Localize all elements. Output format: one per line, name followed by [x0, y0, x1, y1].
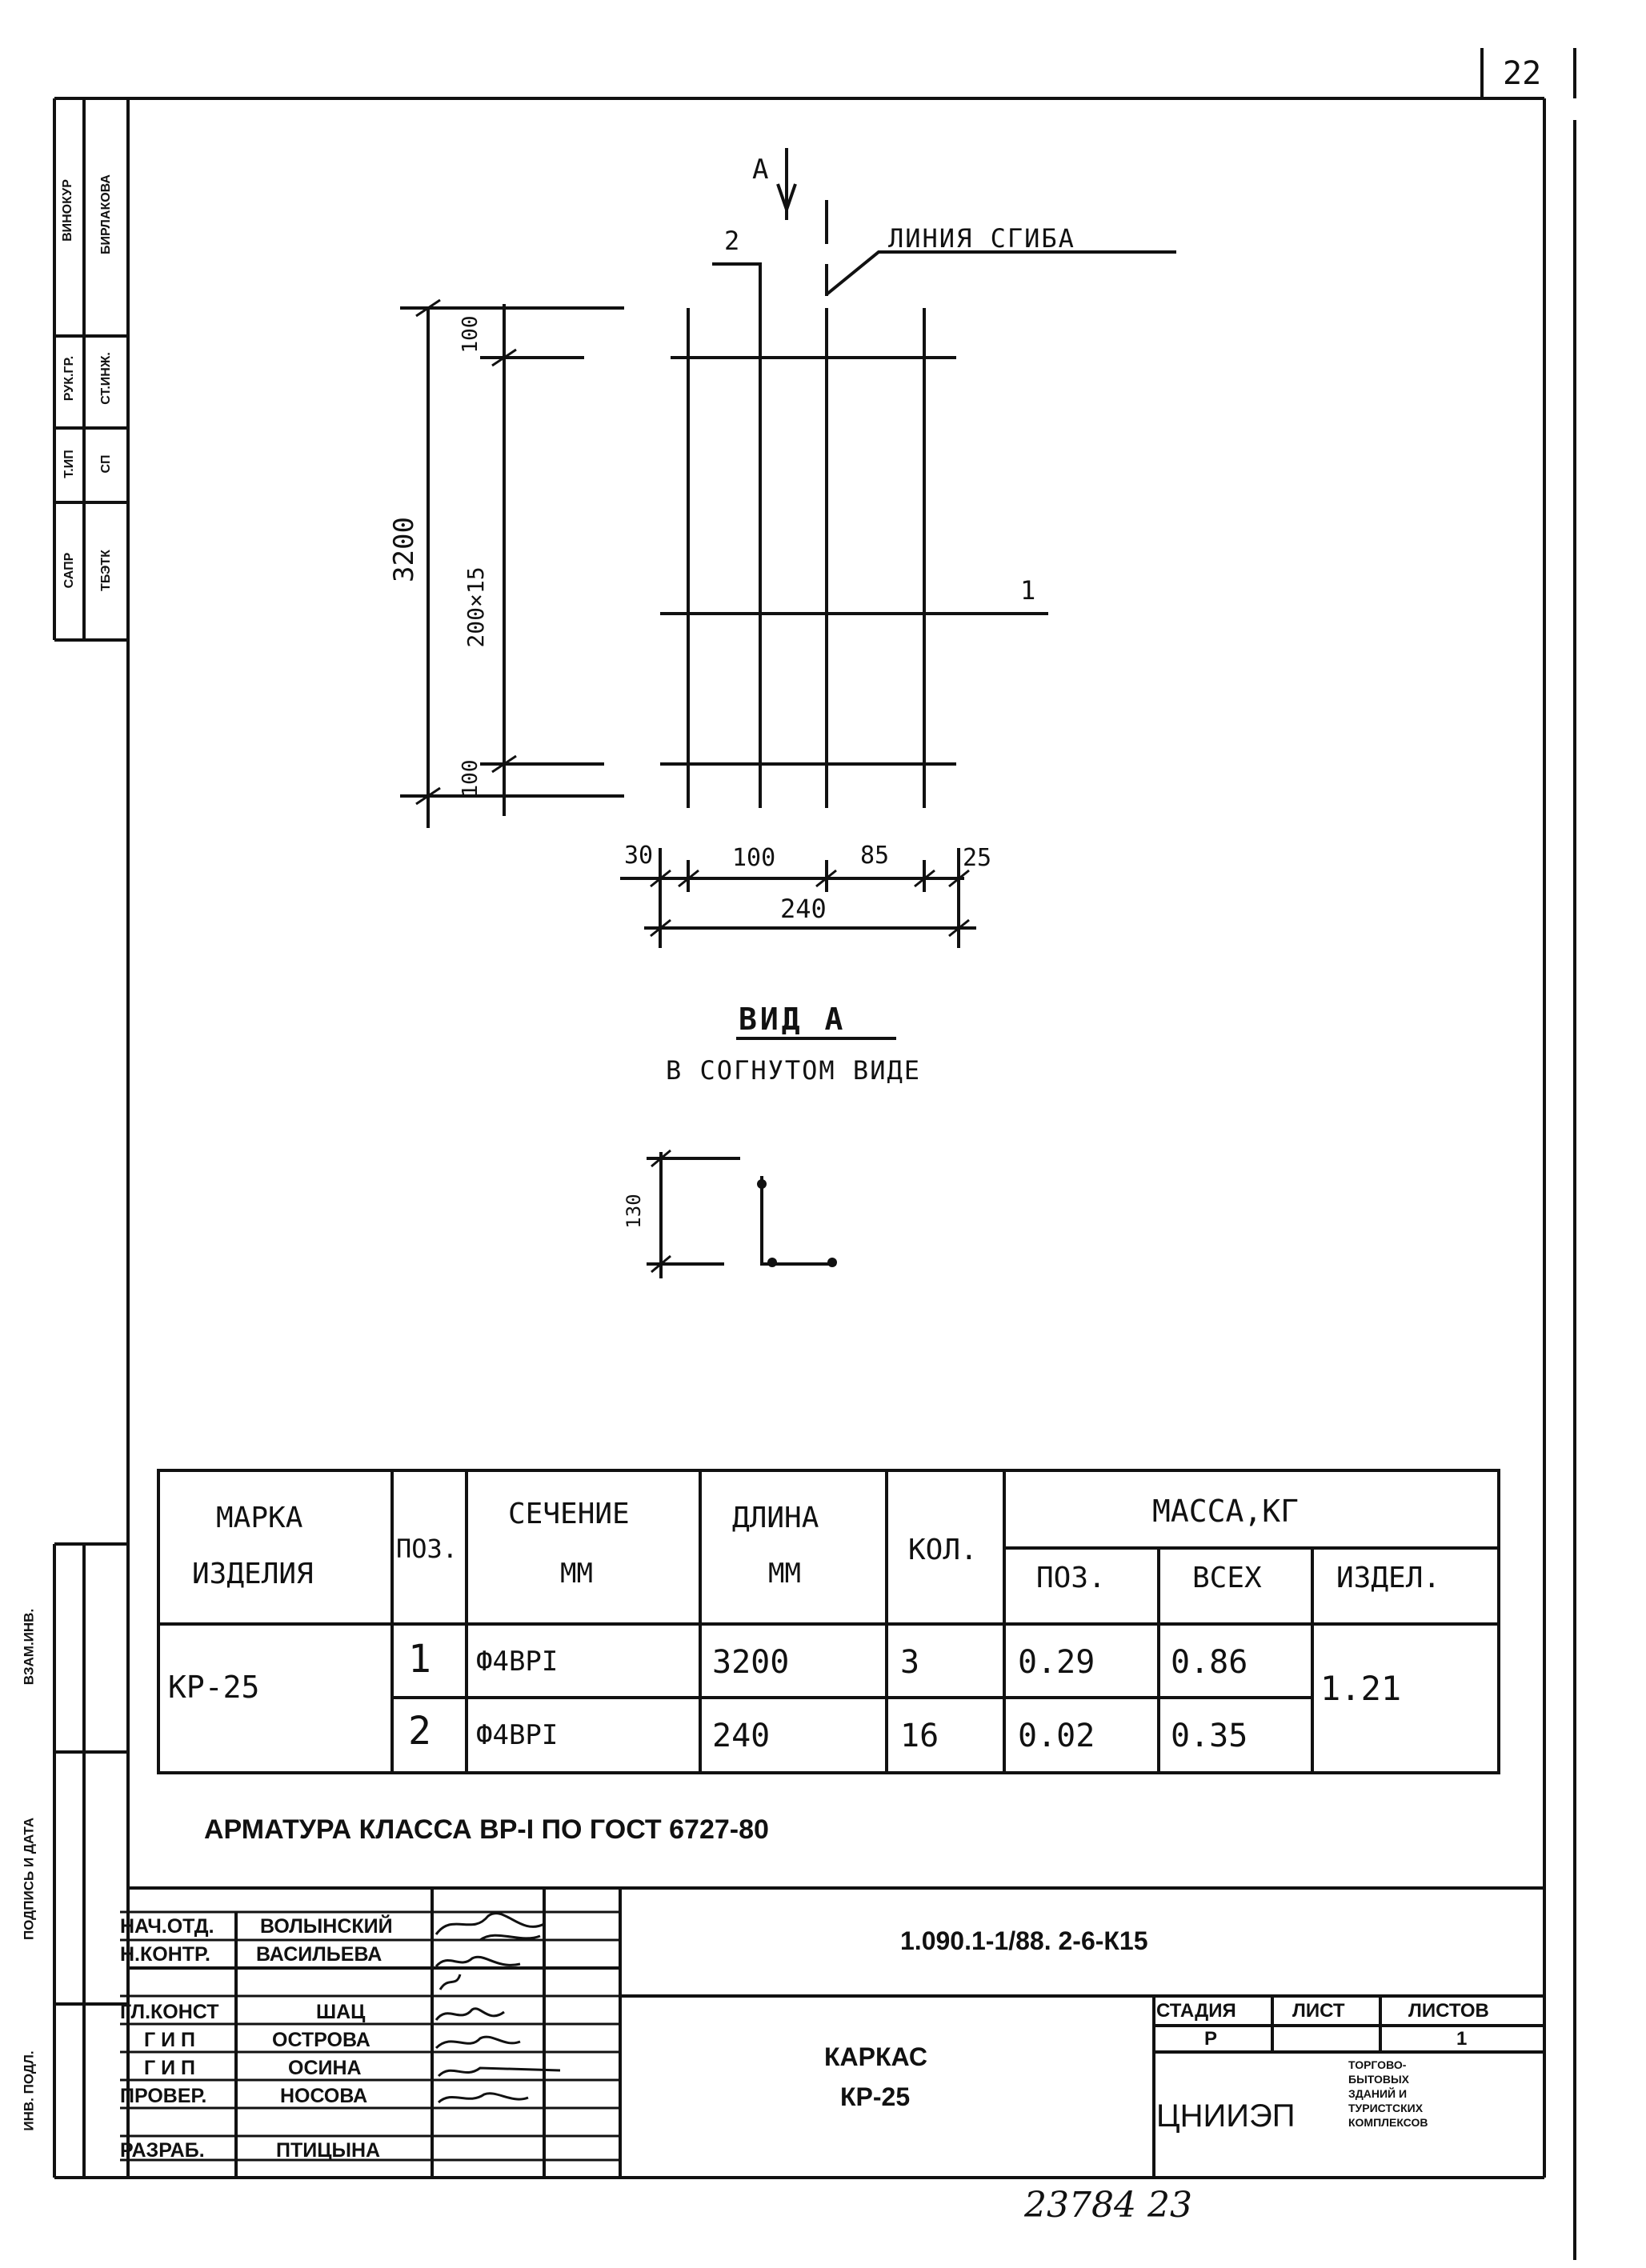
- header-pos: ПОЗ.: [396, 1534, 459, 1564]
- stamp-cell: БИРЛАКОВА: [99, 174, 113, 254]
- product-name: КАРКАС: [824, 2042, 927, 2071]
- header-mass-item: ИЗДЕЛ.: [1336, 1562, 1441, 1594]
- cell-pos: 2: [408, 1709, 431, 1754]
- position-1-label: 1: [1020, 575, 1036, 606]
- dim-85: 85: [860, 842, 890, 870]
- cell-mass-all: 0.35: [1171, 1718, 1248, 1754]
- header-mass-pos: ПОЗ.: [1036, 1562, 1106, 1594]
- header-mark-1: МАРКА: [216, 1502, 303, 1534]
- stage-value: Р: [1204, 2028, 1218, 2050]
- cell-item-mass: 1.21: [1320, 1669, 1402, 1708]
- organization: ЦНИИЭП: [1156, 2098, 1296, 2134]
- dim-240: 240: [780, 894, 827, 924]
- cell-length: 3200: [712, 1644, 790, 1681]
- dim-30: 30: [624, 842, 654, 870]
- view-marker: А: [752, 154, 769, 186]
- stamp-cell: Т.ИП: [62, 450, 76, 478]
- cell-mass-pos: 0.29: [1018, 1644, 1095, 1681]
- stamp-cell: ТБЭТК: [99, 550, 113, 591]
- org-desc-line: ТУРИСТСКИХ: [1348, 2102, 1424, 2114]
- cell-qty: 3: [900, 1644, 920, 1681]
- header-mass: МАССА,КГ: [1152, 1494, 1300, 1529]
- header-section-1: СЕЧЕНИЕ: [508, 1498, 630, 1530]
- org-desc-line: БЫТОВЫХ: [1348, 2073, 1410, 2086]
- stamp-cell: ПОДПИСЬ И ДАТА: [21, 1817, 37, 1941]
- product-mark: КР-25: [840, 2082, 911, 2111]
- header-mark-2: ИЗДЕЛИЯ: [192, 1558, 314, 1590]
- dim-middle: 200×15: [463, 566, 489, 648]
- name-cell: ВАСИЛЬЕВА: [256, 1943, 382, 1966]
- role-cell: Г И П: [144, 2057, 196, 2079]
- dim-total-height: 3200: [388, 517, 420, 582]
- role-cell: НАЧ.ОТД.: [120, 1915, 214, 1938]
- sheet-label: ЛИСТ: [1292, 2000, 1345, 2022]
- role-cell: Г И П: [144, 2029, 196, 2051]
- header-length-2: ММ: [768, 1558, 801, 1590]
- cell-mass-all: 0.86: [1171, 1644, 1248, 1681]
- header-length-1: ДЛИНА: [732, 1502, 819, 1534]
- signature-scribbles: [436, 1914, 560, 2102]
- cell-section: Ф4ВРI: [476, 1719, 559, 1751]
- stamp-cell: ИНВ. ПОДЛ.: [21, 2050, 37, 2131]
- name-cell: ОСИНА: [288, 2057, 362, 2079]
- reinforcement-note: АРМАТУРА КЛАССА ВР-I ПО ГОСТ 6727-80: [204, 1814, 769, 1845]
- archive-number: 23784 23: [1024, 2185, 1192, 2226]
- cell-length: 240: [712, 1718, 771, 1754]
- stamp-cell: САПР: [62, 552, 76, 589]
- name-cell: ОСТРОВА: [272, 2029, 370, 2051]
- role-cell: ГЛ.КОНСТ: [120, 2001, 219, 2023]
- position-2-label: 2: [724, 226, 740, 256]
- role-cell: Н.КОНТР.: [120, 1943, 210, 1966]
- role-cell: РАЗРАБ.: [120, 2139, 205, 2162]
- name-cell: НОСОВА: [280, 2085, 368, 2107]
- cell-mass-pos: 0.02: [1018, 1718, 1095, 1754]
- cell-qty: 16: [900, 1718, 939, 1754]
- org-desc-line: КОМПЛЕКСОВ: [1348, 2116, 1428, 2129]
- dim-top: 100: [459, 315, 483, 354]
- header-qty: КОЛ.: [908, 1534, 978, 1566]
- org-desc-line: ЗДАНИЙ И: [1348, 2087, 1408, 2100]
- cell-mark: КР-25: [168, 1670, 260, 1705]
- page-number: 22: [1503, 55, 1542, 92]
- name-cell: ВОЛЫНСКИЙ: [260, 1915, 393, 1938]
- dim-100: 100: [732, 844, 776, 872]
- sheets-value: 1: [1456, 2028, 1468, 2050]
- bend-line-label: ЛИНИЯ СГИБА: [888, 223, 1075, 254]
- stamp-cell: ВЗАМ.ИНВ.: [21, 1608, 37, 1686]
- stamp-cell: СТ.ИНЖ.: [99, 352, 113, 405]
- stamp-cell: РУК.ГР.: [62, 355, 76, 402]
- name-cell: ПТИЦЫНА: [276, 2139, 381, 2162]
- header-mass-all: ВСЕХ: [1192, 1562, 1262, 1594]
- document-code: 1.090.1-1/88. 2-6-К15: [900, 1926, 1148, 1955]
- cell-pos: 1: [408, 1637, 431, 1682]
- stage-label: СТАДИЯ: [1156, 2000, 1236, 2022]
- organization-description: [1348, 2058, 1428, 2130]
- stamp-cell: СП: [99, 454, 113, 474]
- name-cell: ШАЦ: [316, 2001, 366, 2023]
- sheets-label: ЛИСТОВ: [1408, 2000, 1489, 2022]
- header-section-2: ММ: [560, 1558, 593, 1590]
- dim-bent-130: 130: [623, 1194, 645, 1229]
- dim-bottom: 100: [459, 759, 483, 798]
- view-title: ВИД А: [739, 1002, 847, 1037]
- cell-section: Ф4ВРI: [476, 1646, 559, 1678]
- role-cell: ПРОВЕР.: [120, 2085, 207, 2107]
- view-subtitle: В СОГНУТОМ ВИДЕ: [666, 1055, 921, 1086]
- stamp-cell: ВИНОКУР: [61, 179, 74, 242]
- org-desc-line: ТОРГОВО-: [1348, 2058, 1407, 2071]
- dim-25: 25: [963, 844, 992, 872]
